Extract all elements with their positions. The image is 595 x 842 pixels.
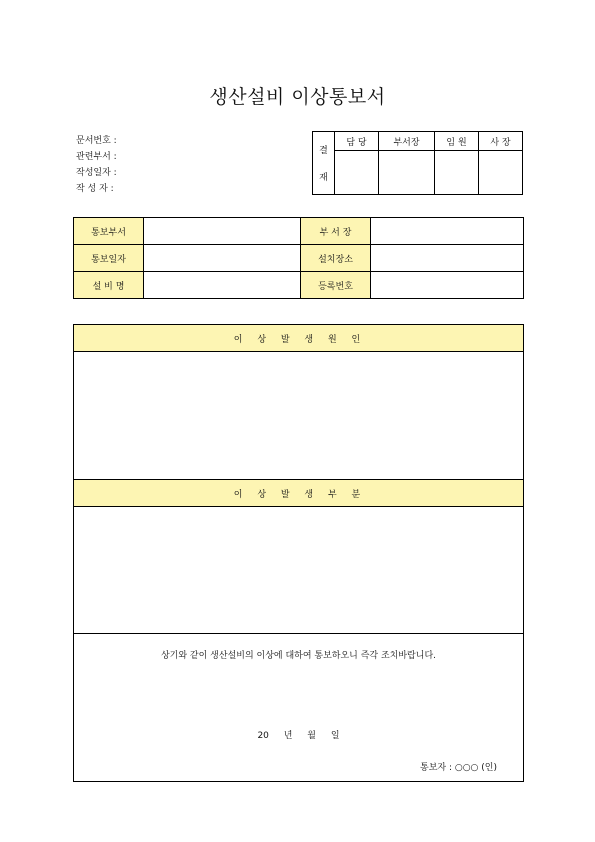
field-registration-number[interactable] bbox=[371, 272, 524, 299]
label-install-location: 설치장소 bbox=[301, 245, 371, 272]
field-install-location[interactable] bbox=[371, 245, 524, 272]
section-header-part: 이 상 발 생 부 분 bbox=[74, 480, 523, 507]
signature-cell-president[interactable] bbox=[479, 151, 523, 195]
label-equipment-name: 설 비 명 bbox=[74, 272, 144, 299]
label-registration-number: 등록번호 bbox=[301, 272, 371, 299]
approval-table bbox=[312, 131, 523, 195]
label-report-date: 통보일자 bbox=[74, 245, 144, 272]
report-date-line: 20 년 월 일 bbox=[257, 731, 340, 741]
document-title: 생산설비 이상통보서 bbox=[209, 86, 386, 108]
notice-text: 상기와 같이 생산설비의 이상에 대하여 통보하오니 즉각 조치바랍니다. bbox=[160, 651, 436, 661]
approval-col-staff: 담 당 bbox=[335, 132, 379, 151]
label-report-dept: 통보부서 bbox=[74, 218, 144, 245]
approval-side-label: 결 재 bbox=[313, 132, 335, 195]
signature-cell-staff[interactable] bbox=[335, 151, 379, 195]
meta-doc-number: 문서번호 : bbox=[76, 136, 117, 146]
approval-col-executive: 임 원 bbox=[435, 132, 479, 151]
meta-author: 작 성 자 : bbox=[76, 184, 114, 194]
report-body bbox=[73, 324, 524, 782]
field-part[interactable] bbox=[74, 507, 523, 634]
signature-cell-executive[interactable] bbox=[435, 151, 479, 195]
field-dept-head[interactable] bbox=[371, 218, 524, 245]
signature-cell-manager[interactable] bbox=[378, 151, 434, 195]
field-report-dept[interactable] bbox=[144, 218, 301, 245]
field-cause[interactable] bbox=[74, 352, 523, 480]
approval-col-manager: 부서장 bbox=[378, 132, 434, 151]
field-equipment-name[interactable] bbox=[144, 272, 301, 299]
reporter-line: 통보자 : ○○○ (인) bbox=[420, 763, 497, 773]
field-report-date[interactable] bbox=[144, 245, 301, 272]
label-dept-head: 부 서 장 bbox=[301, 218, 371, 245]
info-table bbox=[73, 217, 524, 299]
section-header-cause: 이 상 발 생 원 인 bbox=[74, 325, 523, 352]
meta-date: 작성일자 : bbox=[76, 168, 117, 178]
approval-col-president: 사 장 bbox=[479, 132, 523, 151]
document-meta bbox=[76, 133, 117, 197]
meta-department: 관련부서 : bbox=[76, 152, 117, 162]
